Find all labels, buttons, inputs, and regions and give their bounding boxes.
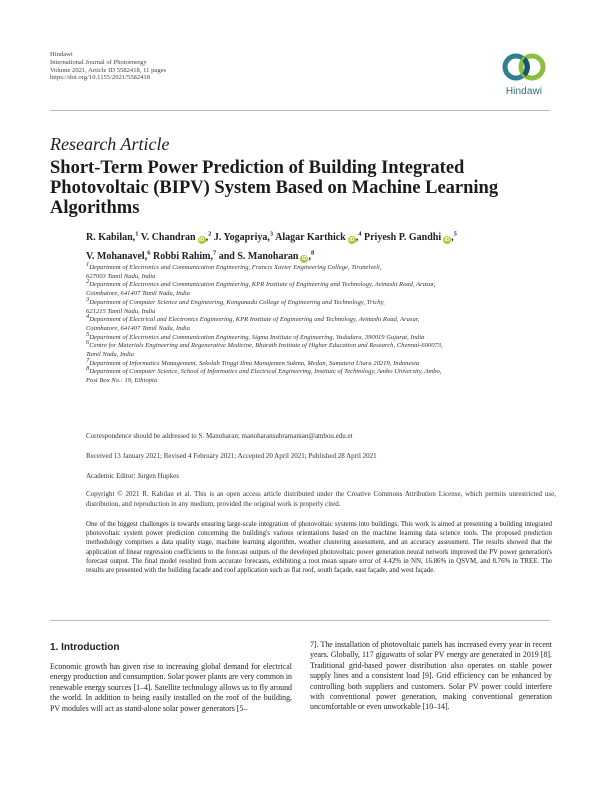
- doi-link[interactable]: https://doi.org/10.1155/2021/5582418: [50, 74, 151, 82]
- orcid-icon[interactable]: iD: [349, 237, 355, 243]
- affiliation-item: [86, 278, 556, 298]
- affiliation-marker: 5: [86, 330, 90, 338]
- affiliation-text: Centre for Materials Engineering and Regenerative Medicine, Bharath Institute of Higher Education and Research, Chennai-600073,: [89, 342, 443, 350]
- affiliation-text: Department of Informatics Management, Sekolah Tinggi Ilmu Manajemen Sukma, Medan, Sumatera Utara 20219, Indonesia: [89, 359, 420, 367]
- journal-name: International Journal of Photoenergy: [50, 58, 147, 66]
- author-affiliation-marker: 3: [269, 230, 274, 238]
- affiliation-item: [86, 365, 556, 385]
- publisher-name: Hindawi: [50, 51, 73, 58]
- copyright-notice: Copyright © 2021 R. Kabilan et al. This is an open access article distributed under the Creative Commons Attribution License, which permits unrestricted use, distribution, and reproduction in any medium, provided the original work is properly cited.: [86, 490, 556, 508]
- affiliation-item: [86, 260, 556, 281]
- author-name[interactable]: Priyesh P. Gandhi: [364, 232, 442, 243]
- affiliation-text-continued: Post Box No.: 19, Ethiopia: [86, 377, 158, 385]
- article-title: Short-Term Power Prediction of Building Integrated Photovoltaic (BIPV) System Based on Machine Learning Algorithms: [50, 158, 499, 218]
- author-affiliation-marker: 2: [208, 230, 212, 238]
- author-affiliation-marker: 1: [135, 230, 139, 238]
- hindawi-logo[interactable]: [498, 49, 550, 97]
- abstract: One of the biggest challenges is towards ensuring large-scale integration of photovoltaic systems into buildings. This work is aimed at presenting a building integrated photovoltaic system power prediction concerning the building's various orientations based on the machine learning data science tools. The proposed prediction methodology comprises a data quality stage, machine learning algorithm, weather clustering assessment, and an accuracy assessment. The results showed that the application of linear regression coefficients to the forecast outputs of the developed photovoltaic power generation neural network improved the PV power generation's forecast output. The final model resulted from accurate forecasts, exhibiting a root mean square error of 4.42% in NN, 16.86% in QSVM, and 8.76% in TREE. The results are presented with the building facade and roof application such as flat roof, south façade, east façade, and west façade.: [86, 521, 552, 575]
- affiliation-marker: 7: [86, 356, 90, 364]
- header-divider: [50, 110, 550, 111]
- article-type: Research Article: [50, 134, 170, 154]
- author-name[interactable]: R. Kabilan,: [86, 232, 136, 243]
- body-column-left: [50, 662, 292, 714]
- affiliation-marker: 2: [86, 278, 90, 286]
- orcid-icon[interactable]: iD: [199, 237, 205, 243]
- section-divider: [50, 620, 550, 621]
- author-affiliation-marker: 5: [453, 230, 457, 238]
- author-name[interactable]: Robbi Rahim,: [152, 251, 213, 262]
- intro-paragraph-right: 7]. The installation of photovoltaic panels has increased every year in recent years. Globally, 117 gigawatts of solar PV energy are generated in 2019 [8]. Traditional grid-based power distribution also operates on stable power supply lines and a consistent load [9]. Grid efficiency can be enhanced by controlling both suppliers and customers. Solar PV power could interfere with conventional power generation, making conventional generation uncomfortable or even unworkable [10–14].: [310, 640, 552, 712]
- affiliation-marker: 8: [86, 365, 90, 373]
- orcid-icon[interactable]: iD: [444, 237, 450, 243]
- affiliation-text: Department of Electronics and Communication Engineering, Sigma Institute of Engineering, Vadodara, 390019 Gujarat, India: [89, 333, 425, 341]
- correspondence: Correspondence should be addressed to S. Manoharan; manoharansubramanian@ambou.edu.et: [86, 432, 353, 440]
- affiliation-text: Department of Computer Science, School of Informatics and Electrical Engineering, Institute of Technology, Ambo University, Ambo,: [89, 368, 442, 376]
- section-heading: 1. Introduction: [50, 642, 120, 653]
- affiliation-item: [86, 313, 556, 333]
- affiliation-item: [86, 339, 556, 359]
- affiliation-marker: 4: [86, 313, 90, 321]
- affiliation-marker: 6: [86, 339, 90, 347]
- affiliation-item: [86, 295, 556, 316]
- affiliation-text-continued: 621215 Tamil Nadu, India: [86, 307, 156, 315]
- affiliation-text: Department of Computer Science and Engineering, Kongunadu College of Engineering and Technology, Trichy,: [89, 298, 385, 306]
- affiliation-marker: 1: [86, 260, 90, 268]
- affiliation-marker: 3: [86, 295, 90, 303]
- affiliation-text-continued: 627003 Tamil Nadu, India: [86, 272, 156, 280]
- affiliation-text-continued: Coimbatore, 641407 Tamil Nadu, India: [86, 290, 190, 298]
- author-affiliation-marker: 6: [147, 249, 151, 257]
- publication-dates: Received 13 January 2021; Revised 4 February 2021; Accepted 20 April 2021; Published 28 April 2021: [86, 452, 377, 460]
- hindawi-logo-icon: [502, 49, 546, 85]
- academic-editor: Academic Editor: Jurgen Hupkes: [86, 472, 179, 480]
- affiliation-text-continued: Tamil Nadu, India: [86, 351, 134, 359]
- orcid-icon[interactable]: iD: [301, 256, 307, 262]
- hindawi-logo-text: Hindawi: [505, 86, 543, 97]
- journal-header: [50, 51, 166, 82]
- author-affiliation-marker: 7: [212, 249, 217, 257]
- author-name[interactable]: V. Mohanavel,: [86, 251, 148, 262]
- affiliation-text: Department of Electronics and Communication Engineering, Francis Xavier Engineering College, Tirunelveli,: [89, 264, 382, 271]
- affiliation-text: Department of Electrical and Electronics Engineering, KPR Institute of Engineering and Technology, Avinashi Road, Arasur,: [89, 316, 420, 324]
- affiliation-list: [86, 260, 556, 386]
- volume-line: Volume 2021, Article ID 5582418, 11 pages: [50, 66, 167, 74]
- affiliation-text: Department of Electronics and Communication Engineering, KPR Institute of Engineering and Technology, Avinashi Road, Arasur,: [89, 281, 436, 289]
- author-name[interactable]: Alagar Karthick: [275, 232, 346, 243]
- author-name[interactable]: V. Chandran: [140, 232, 196, 243]
- affiliation-text-continued: Coimbatore, 641407 Tamil Nadu, India: [86, 324, 190, 332]
- intro-paragraph-left: Economic growth has given rise to increasing global demand for electrical energy production and consumption. Solar power plants are very common in renewable energy sources [1–4]. Satellite technology allows us to fly around the world. In addition to being easily installed on the roof of the building, PV modules will act as stand-alone solar power generators [5–: [50, 662, 292, 713]
- author-list: R. Kabilan,$^1$ V. Chandran iD ,$^2$ J. Yogapriya,$^3$ Alagar Karthick iD ,$^4$ Priyesh P. Gandhi iD ,$^5$ V. Mohanavel,$^6$ Robbi Rahim,$^7$ and S. Manoharan iD ,$^8$: [86, 230, 457, 262]
- author-affiliation-marker: 4: [358, 230, 362, 238]
- body-column-right: [310, 640, 552, 713]
- author-name[interactable]: J. Yogapriya,: [213, 232, 270, 243]
- author-affiliation-marker: 8: [310, 249, 315, 257]
- author-name[interactable]: and S. Manoharan: [218, 251, 299, 262]
